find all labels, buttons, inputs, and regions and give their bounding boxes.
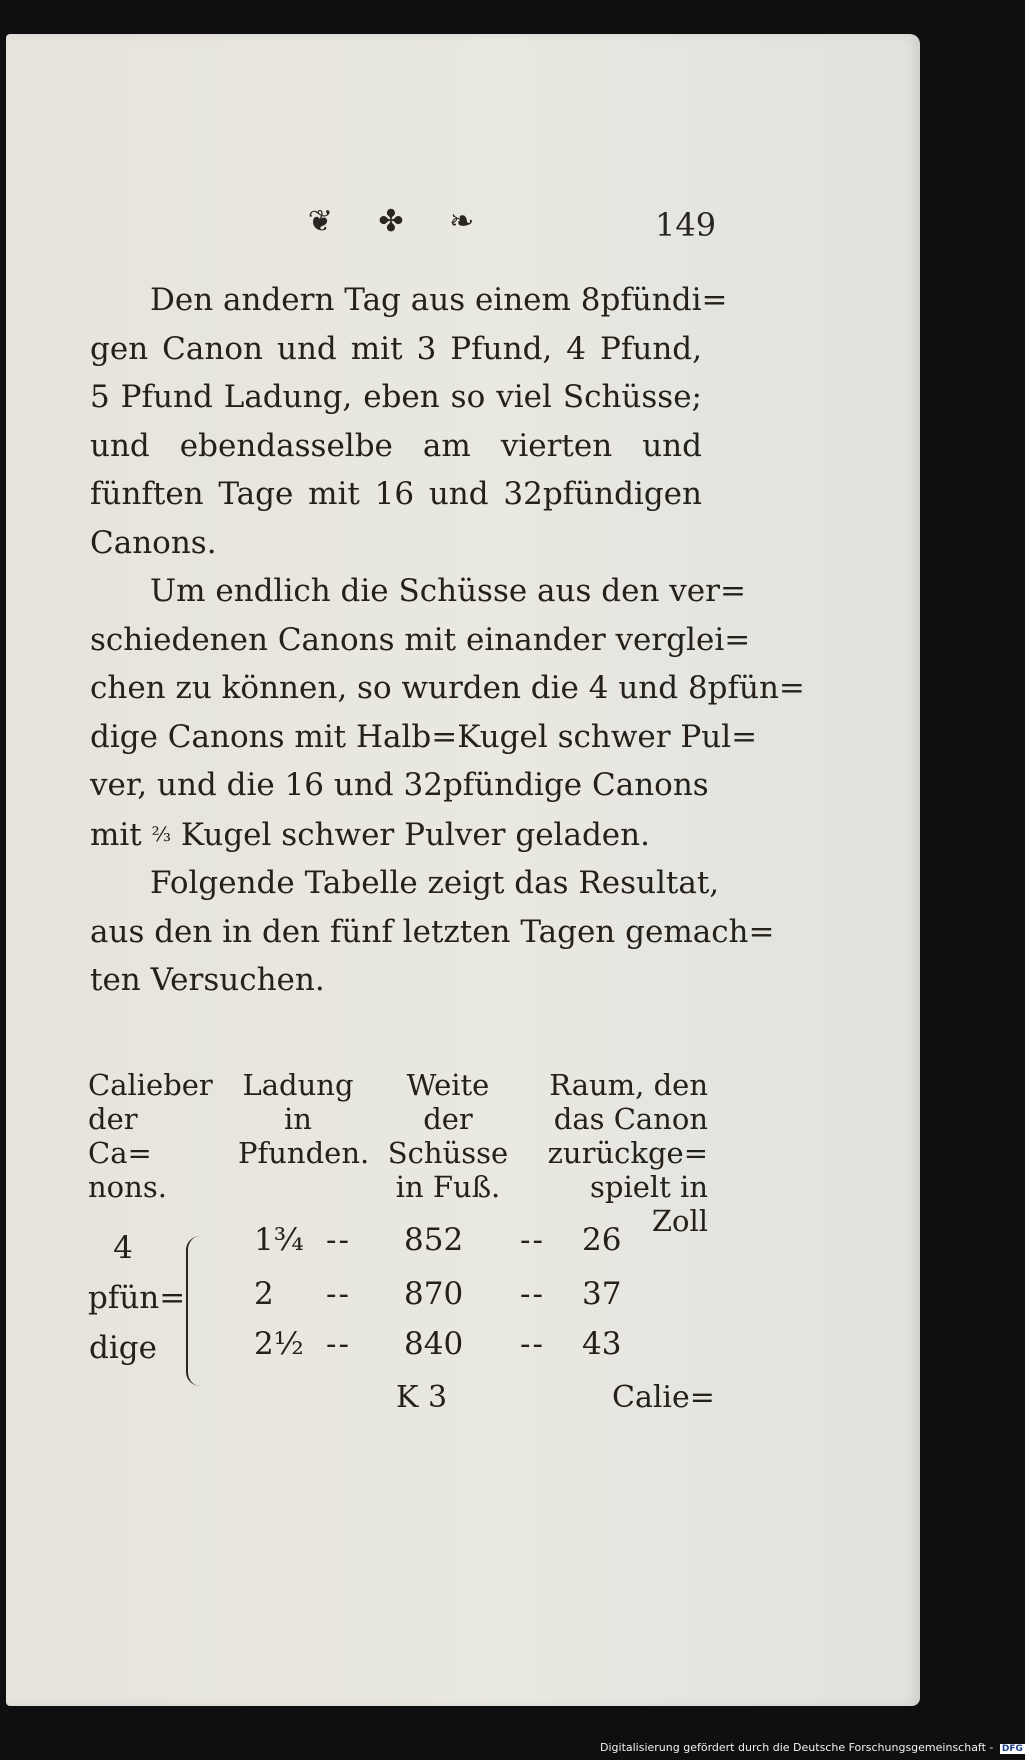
table-cell-ladung: 2: [254, 1276, 274, 1312]
table-cell-weite: 840: [404, 1326, 464, 1362]
table-cell-weite: 852: [404, 1222, 464, 1258]
header-line: Calieber: [88, 1068, 213, 1102]
footer-credit: [600, 1741, 1023, 1757]
header-raum: [528, 1068, 708, 1238]
row-label: dige: [89, 1330, 157, 1366]
fraction: ⅔: [151, 821, 172, 846]
text-line: ver, und die 16 und 32pfündige Canons: [90, 767, 709, 803]
header-line: Weite: [406, 1068, 490, 1102]
catchword: Calie=: [612, 1380, 715, 1415]
text-line: Canons.: [90, 524, 217, 561]
footer-text: Digitalisierung gefördert durch die Deutsche Forschungsgemeinschaft -: [600, 1741, 994, 1754]
text-line: Den andern Tag aus einem 8pfündi=: [150, 282, 728, 318]
table-cell-raum: 43: [582, 1326, 622, 1362]
table-dash: --: [326, 1326, 351, 1362]
text-line: ten Versuchen.: [90, 962, 325, 998]
header-weite: [368, 1068, 528, 1204]
header-ladung: [238, 1068, 370, 1170]
text-line: fünften Tage mit 16 und 32pfündigen: [90, 476, 702, 512]
text-line: Um endlich die Schüsse aus den ver=: [150, 573, 746, 609]
text-line: chen zu können, so wurden die 4 und 8pfün=: [90, 670, 805, 706]
text-line: 5 Pfund Ladung, eben so viel Schüsse;: [90, 379, 702, 415]
text-line: gen Canon und mit 3 Pfund, 4 Pfund,: [90, 330, 702, 367]
text-line: schiedenen Canons mit einander verglei=: [90, 621, 751, 658]
table-cell-ladung: 1¾: [254, 1222, 304, 1258]
header-line: zurückge=: [547, 1136, 708, 1170]
row-label: 4: [113, 1230, 133, 1266]
table-dash: --: [326, 1276, 351, 1312]
text-fragment: Kugel schwer Pulver geladen.: [180, 816, 650, 853]
header-line: in Fuß.: [395, 1170, 501, 1204]
page-number: 149: [655, 206, 717, 244]
table-dash: --: [326, 1222, 351, 1258]
header-line: das Canon: [553, 1102, 708, 1136]
table-cell-ladung: 2½: [254, 1326, 304, 1362]
header-line: in: [284, 1102, 312, 1136]
body-text: [90, 276, 805, 1005]
text-line: und ebendasselbe am vierten und: [90, 427, 702, 464]
table-dash: --: [520, 1276, 545, 1312]
table-dash: --: [520, 1326, 545, 1362]
table-cell-raum: 26: [582, 1222, 622, 1258]
header-line: Schüsse: [387, 1136, 509, 1170]
header-line: der Ca=: [88, 1102, 152, 1170]
header-line: Raum, den: [549, 1068, 708, 1102]
brace: [186, 1236, 204, 1386]
dfg-logo: DFG: [1001, 1744, 1023, 1754]
text-line: aus den in den fünf letzten Tagen gemach=: [90, 913, 775, 950]
header-calieber: [88, 1068, 213, 1204]
table-cell-raum: 37: [582, 1276, 622, 1312]
table-body: [88, 1222, 708, 1372]
row-label: pfün=: [88, 1280, 186, 1316]
text-line: Folgende Tabelle zeigt das Resultat,: [150, 865, 720, 901]
header-line: Ladung: [242, 1068, 354, 1102]
table-cell-weite: 870: [404, 1276, 464, 1312]
text-line: [90, 810, 702, 860]
header-line: nons.: [88, 1170, 167, 1204]
text-line: dige Canons mit Halb=Kugel schwer Pul=: [90, 718, 758, 755]
header-line: Pfunden.: [238, 1136, 370, 1170]
header-line: der: [423, 1102, 473, 1136]
table-header: [88, 1068, 708, 1238]
signature-mark: K 3: [396, 1380, 448, 1415]
printers-ornament: ❦ ✤ ❧: [307, 204, 493, 239]
table-dash: --: [520, 1222, 545, 1258]
header-line: spielt in Zoll: [590, 1170, 708, 1238]
text-fragment: mit: [90, 816, 142, 853]
